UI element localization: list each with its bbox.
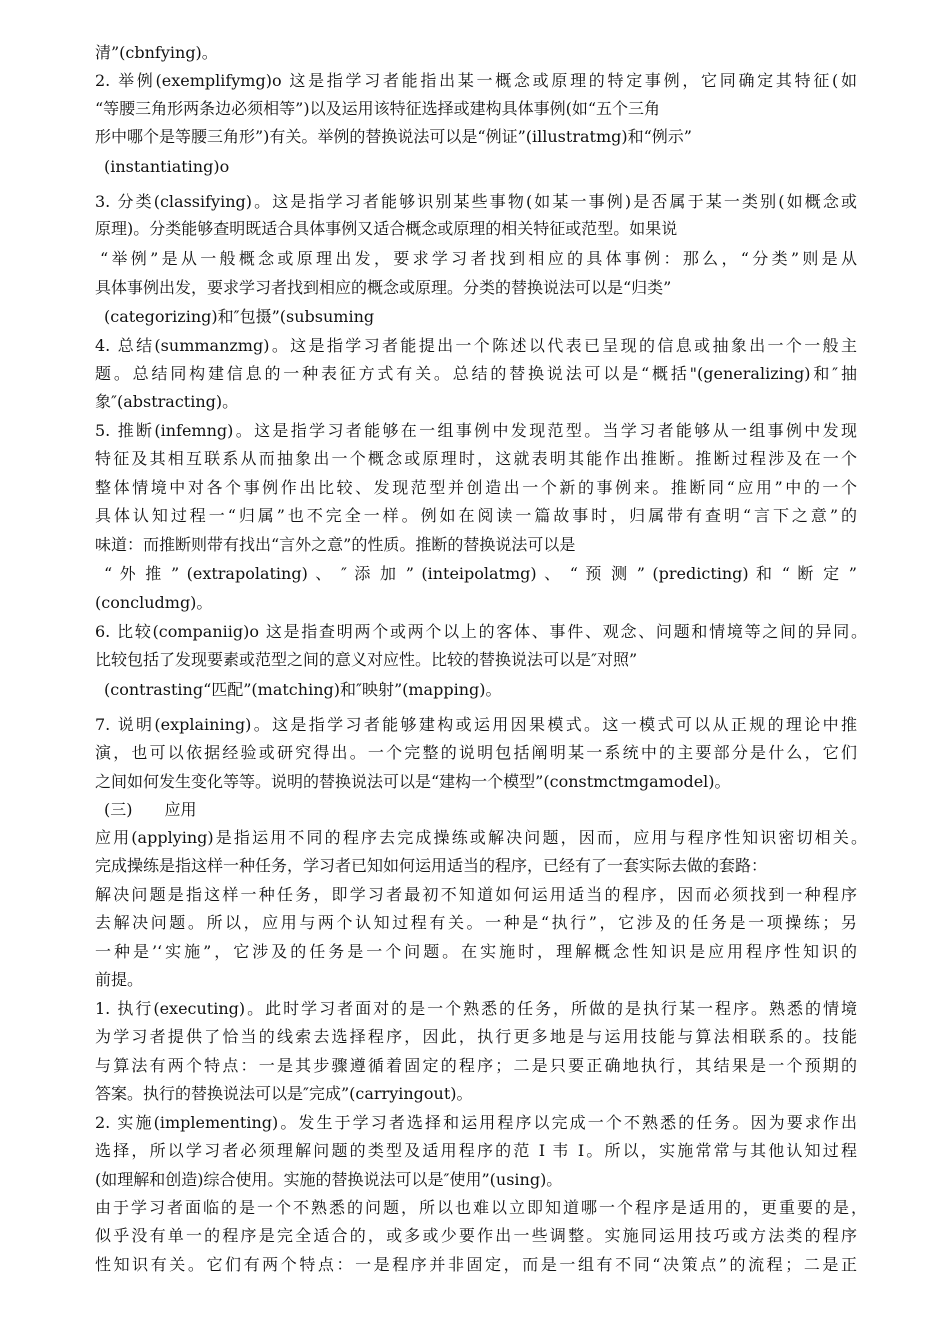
text-line: 具体认知过程一“归属”也不完全一样。例如在阅读一篇故事时，归属带有查明“言下之意”的 xyxy=(95,506,857,525)
text-line: 选择，所以学习者必须理解问题的类型及适用程序的范 I 韦 I。所以，实施常常与其他认知过程 xyxy=(95,1141,857,1160)
text-line: 解决问题是指这样一种任务，即学习者最初不知道如何运用适当的程序，因而必须找到一种程序 xyxy=(95,885,857,904)
text-line: 清”(cbnfying)。 xyxy=(95,43,218,62)
text-line: 由于学习者面临的是一个不熟悉的问题，所以也难以立即知道哪一个程序是适用的，更重要的是， xyxy=(95,1198,867,1217)
text-line: 具体事例出发，要求学习者找到相应的概念或原理。分类的替换说法可以是“归类” xyxy=(95,278,672,297)
text-line: (如理解和创造)综合使用。实施的替换说法可以是″使用”(using)。 xyxy=(95,1170,563,1189)
text-line: 前提。 xyxy=(95,970,144,989)
text-line: 2. 实施(implementing)。发生于学习者选择和运用程序以完成一个不熟悉的任务。因为要求作出 xyxy=(95,1113,857,1132)
text-line: 4. 总结(summanzmg)。这是指学习者能提出一个陈述以代表已呈现的信息或抽象出一个一般主 xyxy=(95,336,857,355)
text-line: 演，也可以依据经验或研究得出。一个完整的说明包括阐明某一系统中的主要部分是什么，它们 xyxy=(95,743,857,762)
text-line: “举例”是从一般概念或原理出发，要求学习者找到相应的具体事例：那么，“分类”则是从 xyxy=(100,249,857,268)
text-line: 整体情境中对各个事例作出比较、发现范型并创造出一个新的事例来。推断同“应用”中的一个 xyxy=(95,478,857,497)
text-line: 2. 举例(exemplifymg)o 这是指学习者能指出某一概念或原理的特定事例，它同确定其特征(如 xyxy=(95,71,857,90)
text-line: 1. 执行(executing)。此时学习者面对的是一个熟悉的任务，所做的是执行某一程序。熟悉的情境 xyxy=(95,999,857,1018)
text-line: 5. 推断(infemng)。这是指学习者能够在一组事例中发现范型。当学习者能够从一组事例中发现 xyxy=(95,421,857,440)
text-line: “ 外 推 ” (extrapolating) 、 ″ 添 加 ” (inteipolatmg) 、 “ 预 测 ” (predicting) 和 “ 断 定 ” xyxy=(104,564,857,583)
text-line: (concludmg)。 xyxy=(95,593,213,612)
section-heading: (三) 应用 xyxy=(104,800,197,819)
text-line: 答案。执行的替换说法可以是″完成”(carryingout)。 xyxy=(95,1084,473,1103)
text-line: 为学习者提供了恰当的线索去选择程序，因此，执行更多地是与运用技能与算法相联系的。技能 xyxy=(95,1027,857,1046)
text-line: 去解决问题。所以，应用与两个认知过程有关。一种是“执行”，它涉及的任务是一项操练；另 xyxy=(95,913,857,932)
text-line: 6. 比较(companiig)o 这是指查明两个或两个以上的客体、事件、观念、问题和情境等之间的异同。 xyxy=(95,622,867,641)
text-line: 似乎没有单一的程序是完全适合的，或多或少要作出一些调整。实施同运用技巧或方法类的程序 xyxy=(95,1226,857,1245)
text-line: 原理)。分类能够查明既适合具体事例又适合概念或原理的相关特征或范型。如果说 xyxy=(95,219,678,238)
text-line: 完成操练是指这样一种任务，学习者已知如何运用适当的程序，已经有了一套实际去做的套路： xyxy=(95,856,768,875)
text-line: 与算法有两个特点：一是其步骤遵循着固定的程序；二是只要正确地执行，其结果是一个预期的 xyxy=(95,1056,857,1075)
text-line: 比较包括了发现要素或范型之间的意义对应性。比较的替换说法可以是″对照” xyxy=(95,650,638,669)
text-line: (contrasting“匹配”(matching)和″映射”(mapping)。 xyxy=(104,680,502,699)
text-line: 7. 说明(explaining)。这是指学习者能够建构或运用因果模式。这一模式可以从正规的理论中推 xyxy=(95,715,857,734)
text-line: 之间如何发生变化等等。说明的替换说法可以是“建构一个模型”(constmctmgamodel)。 xyxy=(95,772,731,791)
text-line: 形中哪个是等腰三角形”)有关。举例的替换说法可以是“例证”(illustratmg)和“例示” xyxy=(95,127,692,146)
text-line: (categorizing)和″包摄”(subsuming xyxy=(104,307,375,326)
text-line: 味道：而推断则带有找出“言外之意”的性质。推断的替换说法可以是 xyxy=(95,535,576,554)
text-line: (instantiating)o xyxy=(104,157,230,176)
text-line: 一种是’‘实施”，它涉及的任务是一个问题。在实施时，理解概念性知识是应用程序性知识的 xyxy=(95,942,857,961)
text-line: 性知识有关。它们有两个特点：一是程序并非固定，而是一组有不同“决策点”的流程；二是正 xyxy=(95,1255,857,1274)
text-line: 题。总结同构建信息的一种表征方式有关。总结的替换说法可以是“概括"(generalizing)和″抽 xyxy=(95,364,857,383)
text-line: 特征及其相互联系从而抽象出一个概念或原理时，这就表明其能作出推断。推断过程涉及在一个 xyxy=(95,449,857,468)
text-line: 应用(applying)是指运用不同的程序去完成操练或解决问题，因而，应用与程序性知识密切相关。 xyxy=(95,828,867,847)
text-line: “等腰三角形两条边必须相等”)以及运用该特征选择或建构具体事例(如“五个三角 xyxy=(95,99,661,118)
text-line: 象″(abstracting)。 xyxy=(95,392,239,411)
text-line: 3. 分类(classifying)。这是指学习者能够识别某些事物(如某一事例)是否属于某一类别(如概念或 xyxy=(95,192,857,211)
